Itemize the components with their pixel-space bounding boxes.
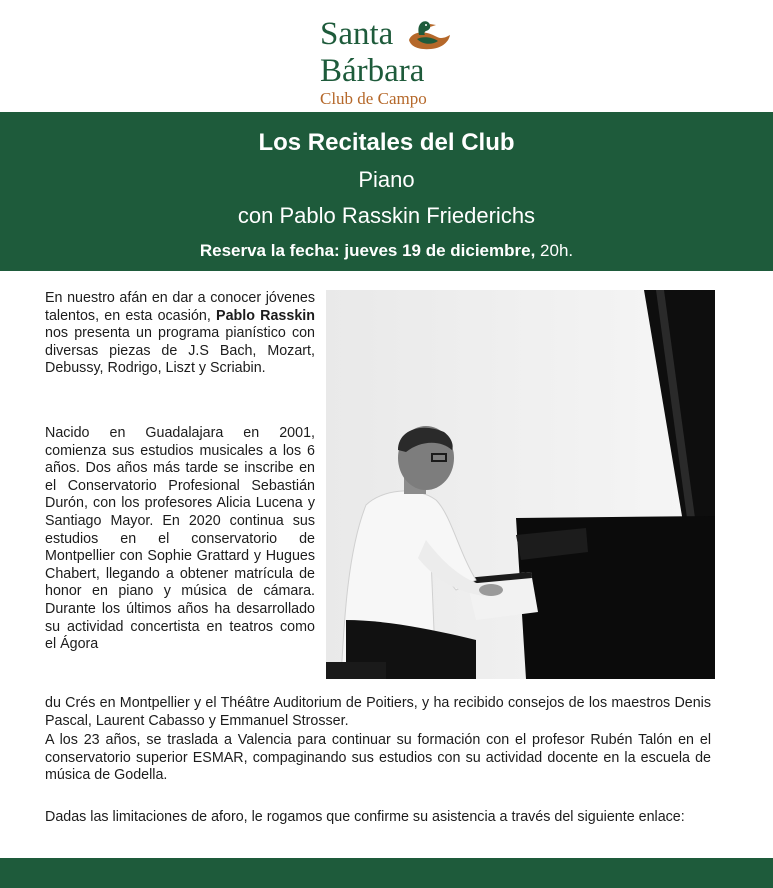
- event-subtitle-instrument: Piano: [358, 167, 415, 192]
- event-title: Los Recitales del Club: [258, 129, 515, 156]
- header-band: [0, 112, 773, 271]
- duck-icon: [405, 18, 451, 52]
- event-date-label: Reserva la fecha: jueves 19 de diciembre,: [199, 241, 536, 260]
- pianist-image: [326, 290, 715, 679]
- event-subtitle-performer: con Pablo Rasskin Friederichs: [237, 203, 536, 228]
- valencia-text: A los 23 años, se traslada a Valencia para continuar su formación con el profesor Rubén Talón en el conservatorio superior ESMAR, compaginando sus estudios con su actividad docente en la escuela de música de Godella.: [45, 732, 711, 784]
- logo-line-1: Santa: [320, 16, 394, 52]
- event-time: 20h.: [540, 241, 574, 260]
- logo-line-2: Bárbara: [320, 53, 425, 89]
- intro-text-start: En nuestro afán en dar a conocer jóvenes talentos, en esta ocasión,: [45, 290, 315, 324]
- footer-bar: [0, 858, 773, 888]
- rsvp-text: Dadas las limitaciones de aforo, le rogamos que confirme su asistencia a través del siguiente enlace:: [45, 809, 685, 825]
- biography-text: Nacido en Guadalajara en 2001, comienza sus estudios musicales a los 6 años. Dos años más tarde se inscribe en el Conservatorio Profesional Sebastián Durón, con los profesores Alicia Lucena y Santiago Mayor. En 2020 continua sus estudios en el conservatorio de Montpellier con Sophie Grattard y Hugues Chabert, llegando a obtener matrícula de honor en piano y música de cámara. Durante los últimos años ha desarrollado su actividad concertista en teatros como el Ágora: [45, 425, 315, 653]
- biography-continuation: [45, 695, 711, 730]
- pianist-photo: [326, 290, 715, 679]
- performer-name: Pablo Rasskin: [216, 307, 315, 324]
- biography-continuation-text: du Crés en Montpellier y el Théâtre Auditorium de Poitiers, y ha recibido consejos de los maestros Denis Pascal, Laurent Cabasso y Emmanuel Strosser.: [45, 695, 711, 729]
- intro-text-end: nos presenta un programa pianístico con diversas piezas de J.S Bach, Mozart, Debussy, Rodrigo, Liszt y Scriabin.: [45, 325, 315, 377]
- rsvp-paragraph: [45, 809, 711, 827]
- biography-paragraph: [45, 425, 315, 654]
- logo-line-3: Club de Campo: [320, 89, 427, 108]
- intro-paragraph: [45, 290, 315, 378]
- club-logo: [319, 14, 459, 110]
- valencia-paragraph: [45, 732, 711, 785]
- event-date: [0, 240, 773, 262]
